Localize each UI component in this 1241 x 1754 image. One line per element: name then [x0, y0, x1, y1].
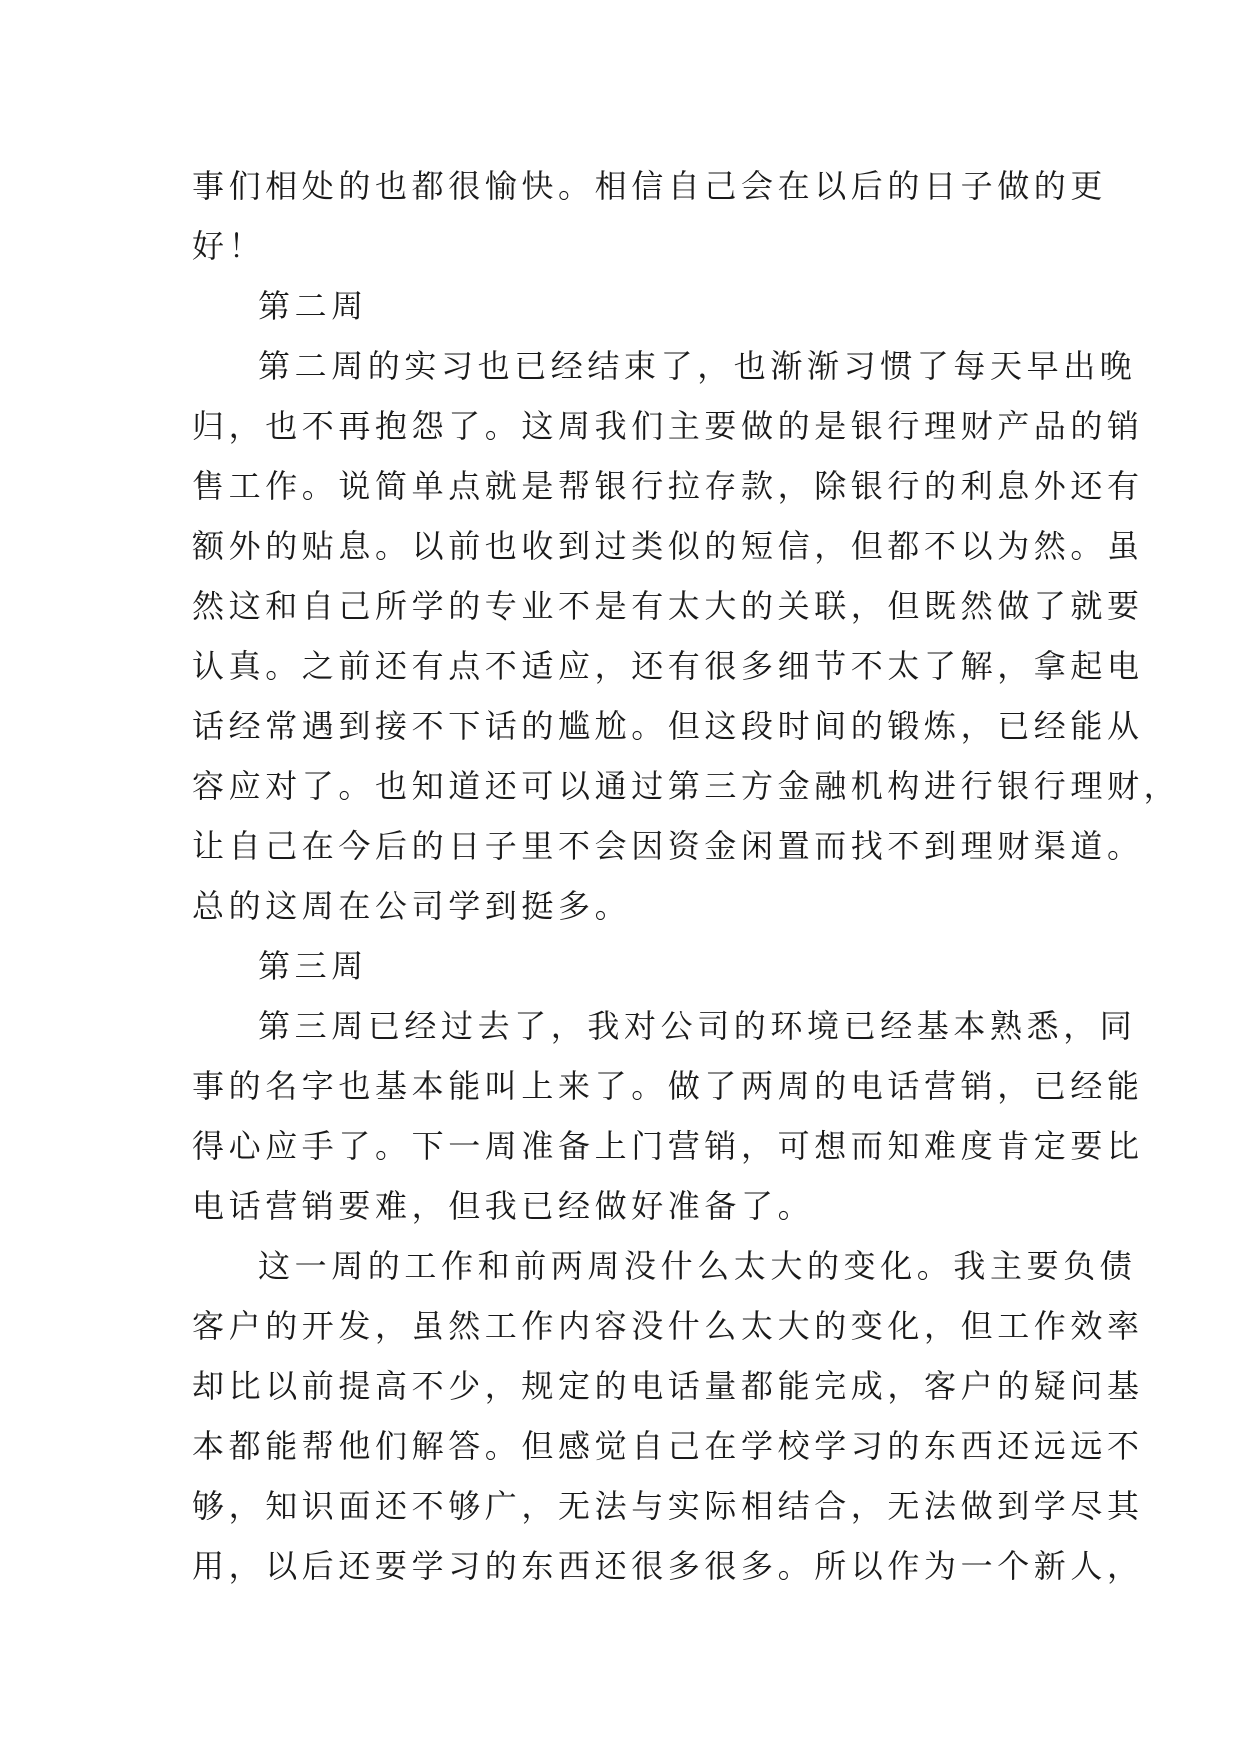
text-line: 第二周的实习也已经结束了，也渐渐习惯了每天早出晚: [258, 347, 1137, 385]
text-line: 第二周: [258, 287, 368, 325]
text-line: 总的这周在公司学到挺多。: [192, 887, 632, 925]
text-line: 售工作。说简单点就是帮银行拉存款，除银行的利息外还有: [192, 467, 1144, 505]
text-line: 认真。之前还有点不适应，还有很多细节不太了解，拿起电: [192, 647, 1144, 685]
text-line: 额外的贴息。以前也收到过类似的短信，但都不以为然。虽: [192, 527, 1144, 565]
text-line: 话经常遇到接不下话的尴尬。但这段时间的锻炼，已经能从: [192, 707, 1144, 745]
text-line: 电话营销要难，但我已经做好准备了。: [192, 1187, 815, 1225]
text-line: 然这和自己所学的专业不是有太大的关联，但既然做了就要: [192, 587, 1144, 625]
text-line: 客户的开发，虽然工作内容没什么太大的变化，但工作效率: [192, 1307, 1144, 1345]
text-line: 好！: [192, 227, 266, 265]
text-line: 事的名字也基本能叫上来了。做了两周的电话营销，已经能: [192, 1067, 1144, 1105]
text-line: 这一周的工作和前两周没什么太大的变化。我主要负债: [258, 1247, 1137, 1285]
text-line: 让自己在今后的日子里不会因资金闲置而找不到理财渠道。: [192, 827, 1144, 865]
text-line: 第三周已经过去了，我对公司的环境已经基本熟悉，同: [258, 1007, 1137, 1045]
text-line: 却比以前提高不少，规定的电话量都能完成，客户的疑问基: [192, 1367, 1144, 1405]
text-line: 事们相处的也都很愉快。相信自己会在以后的日子做的更: [192, 167, 1108, 205]
text-line: 本都能帮他们解答。但感觉自己在学校学习的东西还远远不: [192, 1427, 1144, 1465]
text-line: 得心应手了。下一周准备上门营销，可想而知难度肯定要比: [192, 1127, 1144, 1165]
text-line: 用，以后还要学习的东西还很多很多。所以作为一个新人，: [192, 1547, 1144, 1585]
text-line: 够，知识面还不够广，无法与实际相结合，无法做到学尽其: [192, 1487, 1144, 1525]
text-line: 归，也不再抱怨了。这周我们主要做的是银行理财产品的销: [192, 407, 1144, 445]
document-body: [192, 156, 1181, 1596]
text-line: 第三周: [258, 947, 368, 985]
text-line: 容应对了。也知道还可以通过第三方金融机构进行银行理财，: [192, 767, 1181, 805]
